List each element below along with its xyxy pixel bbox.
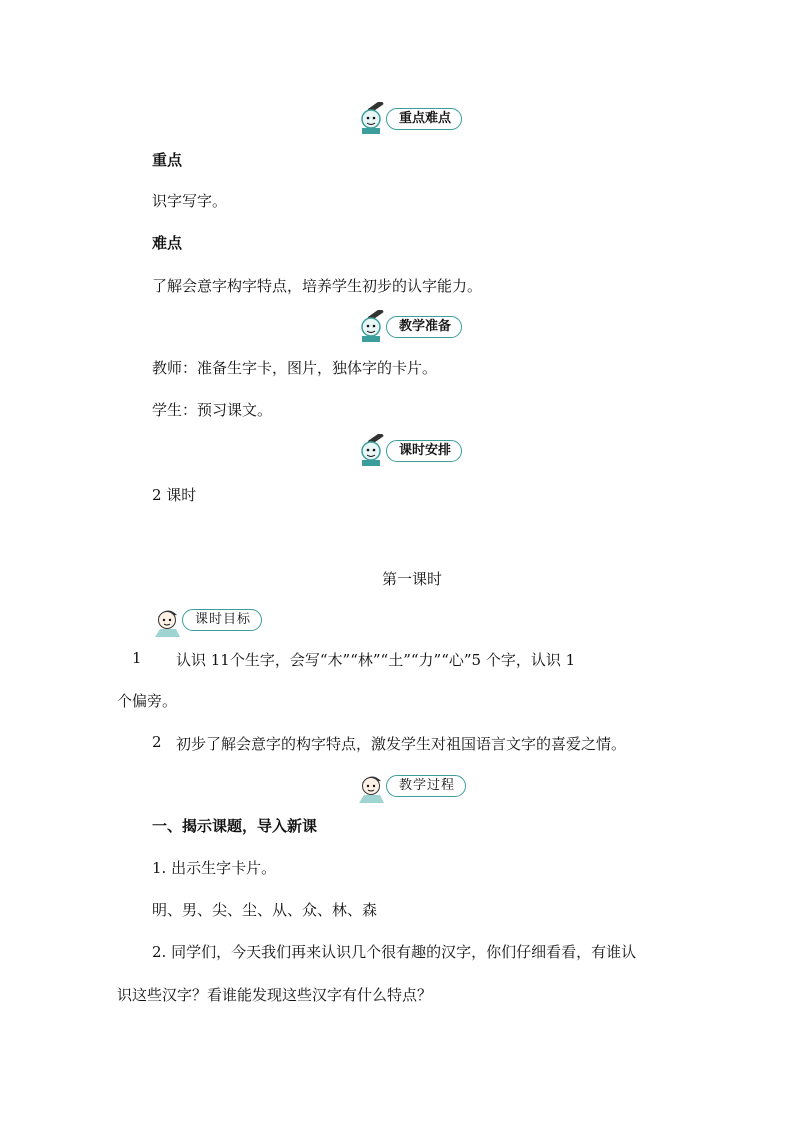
objective-1-text: 认识 11个生字，会写“木”“林”“土”“力”“心”5 个字，认识 1 — [176, 651, 576, 669]
section-title: 课时目标 — [182, 609, 262, 631]
focus-text: 识字写字。 — [152, 192, 228, 210]
objective-1-number: 1 — [132, 649, 142, 667]
process-step-1-title: 一、揭示课题，导入新课 — [152, 817, 318, 835]
process-step-1-characters: 明、男、尖、尘、从、众、林、森 — [152, 901, 378, 919]
section-title: 课时安排 — [386, 440, 462, 462]
process-step-1-item-1: 1. 出示生字卡片。 — [152, 859, 277, 877]
objective-1-text-cont: 个偏旁。 — [117, 692, 178, 710]
process-step-1-item-2-cont: 识这些汉字？看谁能发现这些汉字有什么特点？ — [117, 986, 433, 1004]
prep-student: 学生：预习课文。 — [152, 401, 273, 419]
objective-2-text: 初步了解会意字的构字特点，激发学生对祖国语言文字的喜爱之情。 — [176, 735, 627, 753]
difficulty-text: 了解会意字构字特点，培养学生初步的认字能力。 — [152, 277, 483, 295]
section-title: 教学过程 — [386, 775, 466, 797]
section-banner-prep — [356, 310, 466, 344]
section-title: 重点难点 — [386, 108, 462, 130]
section-banner-key-points — [356, 102, 466, 136]
teacher-mascot-icon — [356, 310, 390, 344]
section-banner-process — [356, 769, 466, 803]
process-step-1-item-2: 2. 同学们，今天我们再来认识几个很有趣的汉字，你们仔细看看，有谁认 — [152, 943, 637, 961]
teacher-mascot-icon — [356, 102, 390, 136]
student-mascot-icon — [152, 603, 186, 637]
student-mascot-icon — [356, 769, 390, 803]
section-title: 教学准备 — [386, 316, 462, 338]
prep-teacher: 教师：准备生字卡，图片，独体字的卡片。 — [152, 359, 438, 377]
teacher-mascot-icon — [356, 434, 390, 468]
focus-label: 重点 — [152, 151, 183, 169]
section-banner-objectives — [152, 603, 262, 637]
lesson-title: 第一课时 — [382, 570, 443, 588]
objective-2-number: 2 — [152, 733, 162, 751]
schedule-text: 2 课时 — [152, 486, 197, 504]
difficulty-label: 难点 — [152, 234, 183, 252]
section-banner-schedule — [356, 434, 466, 468]
